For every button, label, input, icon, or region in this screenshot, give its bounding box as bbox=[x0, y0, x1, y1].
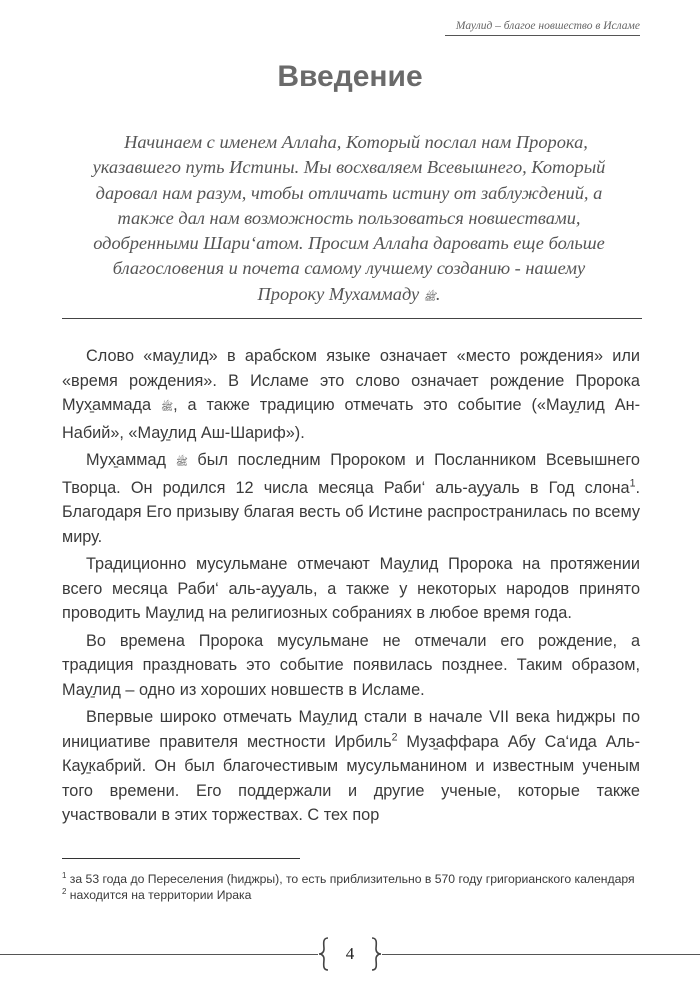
intro-line: Начинаем с именем Аллаhа, Который послал нам Пророка, bbox=[124, 132, 588, 152]
body-text bbox=[62, 344, 640, 828]
paragraph-text: Впервые широко отмечать Мау̱лид стали в начале VII века hиджры по инициативе правителя местности Ирбиль bbox=[62, 708, 640, 751]
left-brace-icon bbox=[318, 937, 330, 971]
page-title: Введение bbox=[277, 60, 423, 93]
intro-paragraph bbox=[58, 130, 640, 310]
footnote bbox=[62, 887, 640, 903]
paragraph-text: Слово «мау̱лид» в арабском языке означает «место рождения» или «время рождения». В Исламе это слово означает рождение Пророка Мух̱аммада bbox=[62, 347, 640, 414]
intro-line: одобренными Шари‘атом. Просим Аллаhа даровать еще больше bbox=[93, 233, 605, 254]
footnote-mark: 1 bbox=[62, 870, 67, 880]
right-brace-icon bbox=[370, 937, 382, 971]
salawat-ligature-icon: ﷺ bbox=[175, 457, 188, 468]
paragraph bbox=[62, 705, 640, 828]
footer-rule-left bbox=[0, 954, 318, 955]
footnote-text: за 53 года до Переселения (hиджры), то есть приблизительно в 570 году григорианского календаря bbox=[69, 872, 635, 886]
intro-line: даровал нам разум, чтобы отличать истину от заблуждений, а bbox=[95, 182, 603, 203]
salawat-ligature-icon: ﷺ bbox=[161, 402, 174, 413]
footnote-divider bbox=[62, 858, 300, 859]
footer-rule-right bbox=[382, 954, 700, 955]
intro-line-text: Пророку Мухаммаду bbox=[257, 283, 420, 304]
paragraph-text: , а также традицию отмечать это событие («Мау̱лид Ан-Набий», «Мау̱лид Аш-Шариф»). bbox=[62, 396, 640, 442]
footnote-text: находится на территории Ирака bbox=[69, 888, 252, 902]
footnote-mark: 2 bbox=[62, 886, 67, 896]
paragraph: Традиционно мусульмане отмечают Мау̱лид Пророка на протяжении всего месяца Раби‘ аль-ау̱уаль, а также у некоторых народов принято проводить Мау̱лид на религиозных собраниях в любое время года. bbox=[62, 555, 640, 622]
paragraph bbox=[62, 448, 640, 549]
intro-line: указавшего путь Истины. Мы восхваляем Всевышнего, Который bbox=[92, 157, 606, 178]
running-header: Маулид – благое новшество в Исламе bbox=[445, 20, 640, 36]
paragraph-text: Муз̱аффара Абу Са‘ид̱а Аль-Кау̱кабрий. Он был благочестивым мусульманином и известным ученым того времени. Его поддержали и другие ученые, которые также участвовали в этих торжествах. С тех пор bbox=[62, 732, 640, 824]
page-number-text: 4 bbox=[345, 944, 355, 963]
salawat-ligature-icon: ﷺ bbox=[423, 291, 436, 303]
paragraph-text: Мух̱аммад bbox=[86, 451, 167, 469]
paragraph-text: . Благодаря Его призыву благая весть об Истине распространилась по всему миру. bbox=[62, 478, 640, 546]
footnote-ref[interactable]: 2 bbox=[391, 731, 398, 744]
paragraph bbox=[62, 344, 640, 445]
paragraph: Во времена Пророка мусульмане не отмечали его рождение, а традиция праздновать это событие появилась позднее. Таким образом, Мау̱лид – одно из хороших новшеств в Исламе. bbox=[62, 631, 640, 699]
section-divider bbox=[62, 318, 642, 319]
footnote bbox=[62, 871, 640, 887]
intro-line: Пророку Мухаммаду ﷺ. bbox=[257, 283, 441, 304]
paragraph-text: был последним Пророком и Посланником Всевышнего Творца. Он родился 12 числа месяца Раби‘ аль-ау̱уаль в Год слона bbox=[62, 451, 640, 497]
intro-line: благословения и почета самому лучшему созданию - нашему bbox=[112, 258, 586, 279]
intro-line: также дал нам возможность пользоваться новшествами, bbox=[117, 207, 581, 228]
footnotes bbox=[62, 871, 640, 903]
footnote-ref[interactable]: 1 bbox=[629, 477, 636, 490]
page-number bbox=[318, 937, 382, 971]
